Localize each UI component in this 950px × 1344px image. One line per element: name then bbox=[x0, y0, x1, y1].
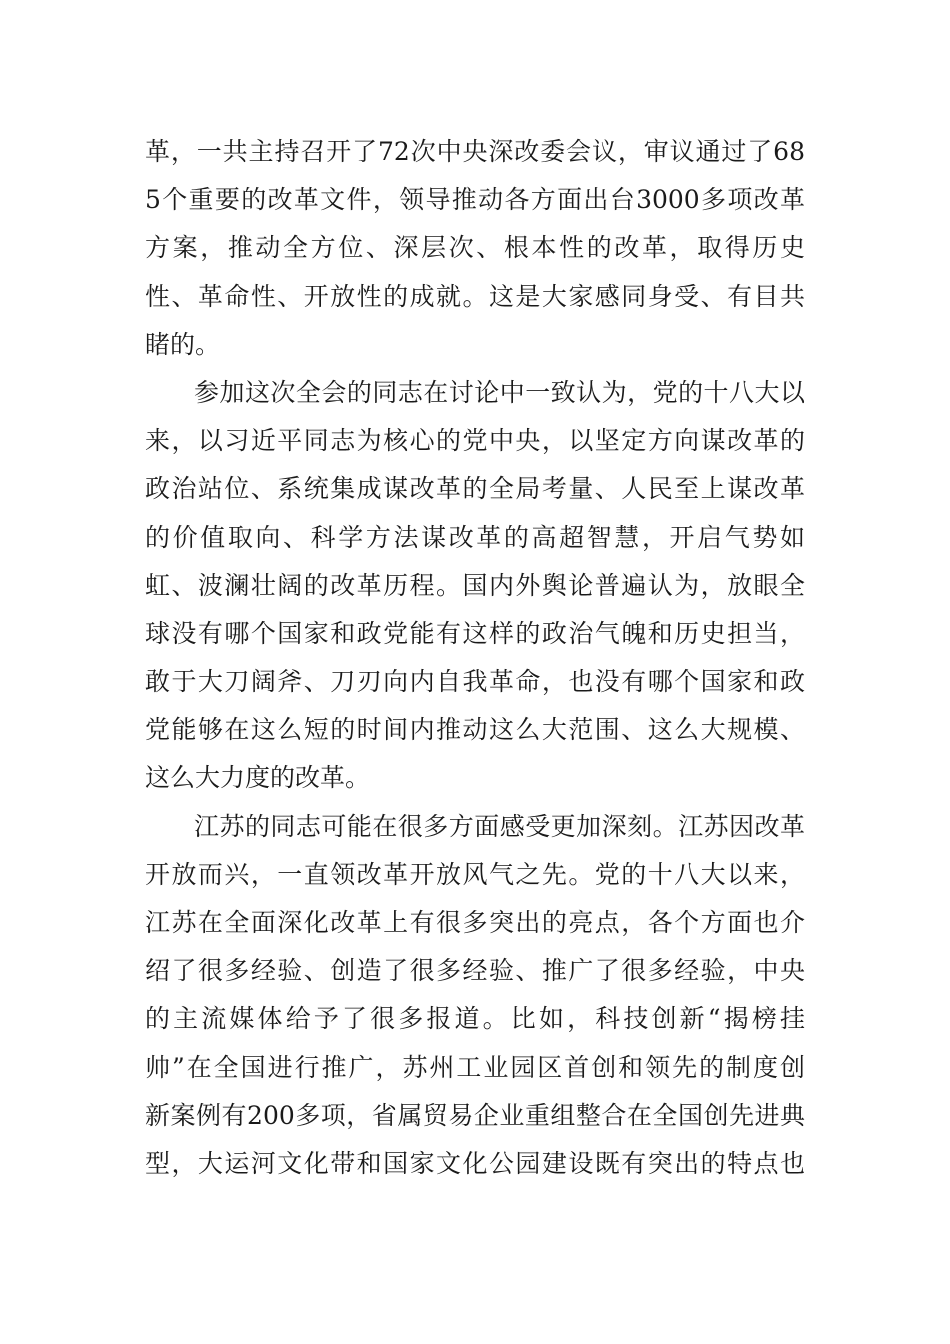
text-line: 江苏在全面深化改革上有很多突出的亮点，各个方面也介 bbox=[145, 908, 805, 937]
text-line: 绍了很多经验、创造了很多经验、推广了很多经验，中央 bbox=[145, 956, 805, 986]
text-line: 江苏的同志可能在很多方面感受更加深刻。江苏因改革 bbox=[194, 811, 805, 841]
text-line: 型，大运河文化带和国家文化公园建设既有突出的特点也 bbox=[145, 1148, 805, 1178]
text-line: 敢于大刀阔斧、刀刃向内自我革命，也没有哪个国家和政 bbox=[145, 667, 805, 697]
text-line: 球没有哪个国家和政党能有这样的政治气魄和历史担当， bbox=[145, 618, 805, 648]
text-line: 的价值取向、科学方法谋改革的高超智慧，开启气势如 bbox=[145, 522, 805, 552]
text-line: 这么大力度的改革。 bbox=[145, 763, 371, 793]
text-line: 参加这次全会的同志在讨论中一致认为，党的十八大以 bbox=[194, 377, 805, 407]
text-line: 党能够在这么短的时间内推动这么大范围、这么大规模、 bbox=[145, 715, 805, 745]
text-line: 新案例有200多项，省属贸易企业重组整合在全国创先进典 bbox=[145, 1100, 805, 1130]
text-line: 方案，推动全方位、深层次、根本性的改革，取得历史 bbox=[145, 233, 805, 263]
text-line: 的主流媒体给予了很多报道。比如，科技创新“揭榜挂 bbox=[145, 1004, 805, 1034]
paragraph-3 bbox=[145, 803, 805, 1189]
document-body bbox=[145, 128, 805, 1188]
text-line: 睹的。 bbox=[145, 329, 221, 359]
text-line: 虹、波澜壮阔的改革历程。国内外舆论普遍认为，放眼全 bbox=[145, 570, 805, 600]
text-line: 革，一共主持召开了72次中央深改委会议，审议通过了68 bbox=[145, 137, 805, 166]
paragraph-1 bbox=[145, 128, 805, 369]
text-line: 来，以习近平同志为核心的党中央，以坚定方向谋改革的 bbox=[145, 426, 805, 456]
text-line: 政治站位、系统集成谋改革的全局考量、人民至上谋改革 bbox=[145, 474, 805, 504]
text-line: 5个重要的改革文件，领导推动各方面出台3000多项改革 bbox=[145, 185, 805, 215]
text-line: 帅”在全国进行推广，苏州工业园区首创和领先的制度创 bbox=[145, 1052, 805, 1082]
paragraph-2 bbox=[145, 369, 805, 803]
text-line: 开放而兴，一直领改革开放风气之先。党的十八大以来， bbox=[145, 859, 805, 889]
text-line: 性、革命性、开放性的成就。这是大家感同身受、有目共 bbox=[145, 281, 805, 311]
